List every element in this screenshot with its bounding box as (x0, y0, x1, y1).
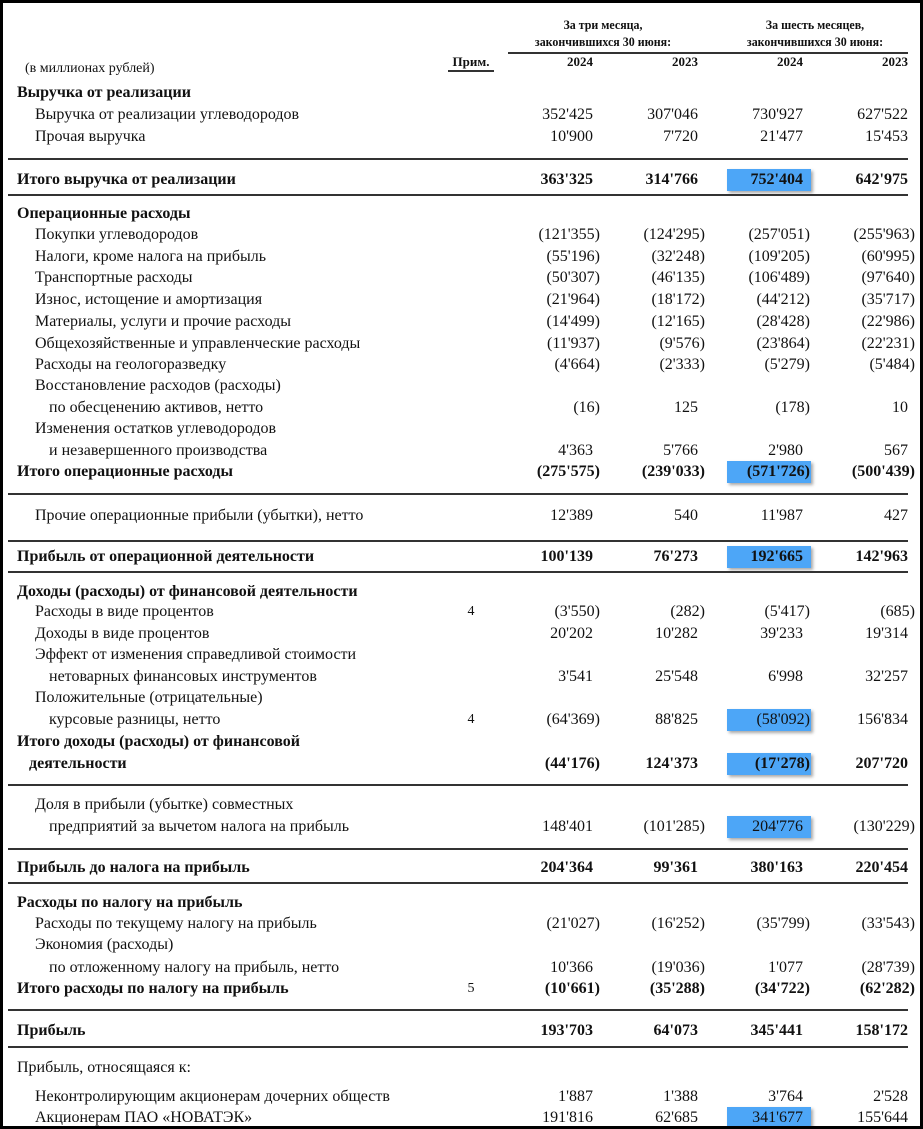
row-value: (17'278) (754, 755, 810, 772)
row-label: Транспортные расходы (35, 269, 193, 286)
row-value: 6'998 (768, 668, 803, 685)
row-value: 25'548 (655, 668, 698, 685)
row-value: (178) (775, 399, 810, 416)
row-value: 39'233 (760, 625, 803, 642)
statement-row (3, 934, 918, 956)
row-value: 191'816 (542, 1109, 593, 1126)
statement-row (3, 753, 918, 775)
row-label: Эффект от изменения справедливой стоимости (35, 646, 357, 663)
row-label: Прибыль до налога на прибыль (17, 859, 250, 876)
row-label: Доходы в виде процентов (35, 625, 210, 642)
row-value: (64'369) (546, 711, 600, 728)
row-label: деятельности (29, 755, 127, 772)
row-value: 752'404 (750, 171, 803, 188)
note-ref: 5 (467, 981, 475, 996)
row-value: 99'361 (653, 859, 698, 876)
row-value: 4'363 (558, 442, 593, 459)
statement-row (3, 397, 918, 419)
row-value: 155'644 (857, 1109, 908, 1126)
statement-row (3, 601, 918, 623)
statement-row (3, 794, 918, 816)
row-label: Экономия (расходы) (35, 936, 174, 953)
row-value: 21'477 (760, 128, 803, 145)
row-value: (28'428) (756, 313, 810, 330)
statement-row (3, 644, 918, 666)
row-value: (282) (670, 603, 705, 620)
row-value: (35'717) (861, 291, 915, 308)
row-label: Расходы в виде процентов (35, 603, 214, 620)
row-value: (4'664) (554, 356, 600, 373)
statement-row (3, 246, 918, 268)
row-label: Прочие операционные прибыли (убытки), нетто (35, 507, 364, 524)
row-label: по отложенному налогу на прибыль, нетто (49, 959, 340, 976)
statement-row (3, 375, 918, 397)
row-value: (101'285) (643, 818, 705, 835)
row-value: 314'766 (645, 171, 698, 188)
row-label: Расходы по текущему налогу на прибыль (35, 915, 317, 932)
row-value: (500'439) (851, 463, 915, 480)
row-value: (16'252) (651, 915, 705, 932)
statement-row (3, 978, 918, 1000)
statement-row (3, 709, 918, 731)
row-value: (97'640) (861, 269, 915, 286)
year-header: 2023 (882, 54, 908, 69)
statement-row (3, 82, 918, 104)
row-value: (22'986) (861, 313, 915, 330)
row-value: (46'135) (651, 269, 705, 286)
row-value: (28'739) (861, 959, 915, 976)
row-value: (33'543) (861, 915, 915, 932)
section-divider (8, 848, 908, 850)
statement-row (3, 418, 918, 440)
row-value: (124'295) (643, 226, 705, 243)
year-header: 2024 (777, 54, 803, 69)
row-value: 352'425 (542, 106, 593, 123)
row-value: (21'027) (546, 915, 600, 932)
row-label: и незавершенного производства (49, 442, 268, 459)
row-value: 5'766 (663, 442, 698, 459)
section-divider (8, 158, 908, 160)
row-value: (275'575) (536, 463, 600, 480)
row-value: 10'900 (550, 128, 593, 145)
statement-row (3, 581, 918, 603)
row-label: Итого выручка от реализации (17, 171, 236, 188)
row-value: 427 (884, 507, 908, 524)
statement-row (3, 913, 918, 935)
row-label: курсовые разницы, нетто (49, 711, 221, 728)
row-value: 345'441 (750, 1022, 803, 1039)
row-label: Прибыль от операционной деятельности (17, 548, 315, 565)
row-label: Выручка от реализации (17, 84, 191, 101)
row-value: (55'196) (546, 248, 600, 265)
row-value: (22'231) (861, 335, 915, 352)
row-value: (239'033) (641, 463, 705, 480)
row-value: (35'799) (756, 915, 810, 932)
row-value: 76'273 (653, 548, 698, 565)
row-value: (255'963) (853, 226, 915, 243)
row-value: 2'980 (768, 442, 803, 459)
section-divider (8, 784, 908, 786)
row-label: Итого расходы по налогу на прибыль (17, 980, 289, 997)
statement-row (3, 505, 918, 527)
statement-row (3, 1057, 918, 1079)
row-label: Доля в прибыли (убытке) совместных (35, 796, 294, 813)
statement-row (3, 1020, 918, 1042)
row-value: 204'364 (540, 859, 593, 876)
row-value: 642'975 (855, 171, 908, 188)
row-label: Расходы по налогу на прибыль (17, 894, 243, 911)
row-value: (10'661) (544, 980, 600, 997)
section-divider (8, 540, 908, 542)
row-value: 10'282 (655, 625, 698, 642)
statement-row (3, 892, 918, 914)
row-value: (19'036) (651, 959, 705, 976)
row-value: 7'720 (663, 128, 698, 145)
statement-row (3, 857, 918, 879)
row-value: 125 (674, 399, 698, 416)
period-header-line: закончившихся 30 июня: (746, 34, 884, 49)
statement-row (3, 224, 918, 246)
row-value: (106'489) (748, 269, 810, 286)
section-divider (8, 194, 908, 196)
row-value: (44'212) (756, 291, 810, 308)
row-value: (5'279) (764, 356, 810, 373)
row-label: Материалы, услуги и прочие расходы (35, 313, 291, 330)
row-value: 1'388 (663, 1088, 698, 1105)
row-value: 100'139 (540, 548, 593, 565)
statement-row (3, 440, 918, 462)
period-header-line: За шесть месяцев, (765, 17, 865, 32)
row-value: (50'307) (546, 269, 600, 286)
row-value: (257'051) (748, 226, 810, 243)
statement-row (3, 461, 918, 483)
row-value: (14'499) (546, 313, 600, 330)
statement-row (3, 546, 918, 568)
statement-row (3, 333, 918, 355)
row-label: Изменения остатков углеводородов (35, 420, 277, 437)
section-divider (8, 571, 908, 573)
row-value: (18'172) (651, 291, 705, 308)
row-label: Прочая выручка (35, 128, 146, 145)
row-value: (60'995) (861, 248, 915, 265)
row-label: Положительные (отрицательные) (35, 689, 263, 706)
statement-row (3, 289, 918, 311)
statement-row (3, 816, 918, 838)
row-value: (21'964) (546, 291, 600, 308)
row-value: (58'092) (756, 711, 810, 728)
row-value: (32'248) (651, 248, 705, 265)
row-label: по обесценению активов, нетто (49, 399, 264, 416)
row-value: 192'665 (750, 548, 803, 565)
row-value: 540 (674, 507, 698, 524)
row-value: 363'325 (540, 171, 593, 188)
row-value: 20'202 (550, 625, 593, 642)
row-value: 64'073 (653, 1022, 698, 1039)
period-header-three-months (511, 16, 695, 50)
row-value: 220'454 (855, 859, 908, 876)
row-label: Прибыль (17, 1022, 86, 1039)
row-value: 88'825 (655, 711, 698, 728)
row-label: Износ, истощение и амортизация (35, 291, 263, 308)
row-value: (62'282) (859, 980, 915, 997)
row-value: (11'937) (547, 335, 600, 352)
row-value: (16) (573, 399, 600, 416)
row-label: Покупки углеводородов (35, 226, 199, 243)
year-header: 2023 (672, 54, 698, 69)
statement-row (3, 687, 918, 709)
section-divider (8, 1046, 908, 1048)
note-ref: 4 (467, 712, 475, 727)
row-value: (34'722) (754, 980, 810, 997)
row-value: 10'366 (550, 959, 593, 976)
statement-row (3, 104, 918, 126)
statement-row (3, 267, 918, 289)
row-label: Прибыль, относящаяся к: (17, 1059, 191, 1076)
section-divider (8, 493, 908, 495)
units-label: (в миллионах рублей) (25, 61, 155, 76)
section-divider (8, 882, 908, 884)
row-value: 341'677 (752, 1109, 803, 1126)
row-label: Доходы (расходы) от финансовой деятельности (17, 583, 358, 600)
row-value: (571'726) (746, 463, 810, 480)
row-value: (109'205) (748, 248, 810, 265)
statement-row (3, 957, 918, 979)
statement-row (3, 1086, 918, 1108)
note-column-header: Прим. (448, 54, 494, 72)
row-value: 3'541 (558, 668, 593, 685)
row-value: (44'176) (544, 755, 600, 772)
row-value: 3'764 (768, 1088, 803, 1105)
row-value: 193'703 (540, 1022, 593, 1039)
section-divider (8, 1009, 908, 1011)
row-value: 204'776 (752, 818, 803, 835)
row-value: 19'314 (865, 625, 908, 642)
row-value: (121'355) (538, 226, 600, 243)
row-value: 567 (884, 442, 908, 459)
statement-row (3, 126, 918, 148)
row-value: 142'963 (855, 548, 908, 565)
row-value: (130'229) (853, 818, 915, 835)
row-value: 730'927 (752, 106, 803, 123)
statement-row (3, 311, 918, 333)
statement-row (3, 623, 918, 645)
row-value: 11'987 (760, 507, 803, 524)
row-label: Восстановление расходов (расходы) (35, 377, 281, 394)
row-value: (685) (880, 603, 915, 620)
row-value: (3'550) (554, 603, 600, 620)
row-label: нетоварных финансовых инструментов (49, 668, 317, 685)
row-value: (5'484) (869, 356, 915, 373)
period-header-six-months (723, 16, 907, 50)
row-value: 158'172 (855, 1022, 908, 1039)
row-value: 380'163 (750, 859, 803, 876)
row-value: 10 (892, 399, 908, 416)
row-label: Выручка от реализации углеводородов (35, 106, 300, 123)
row-value: (35'288) (649, 980, 705, 997)
row-label: Налоги, кроме налога на прибыль (35, 248, 267, 265)
row-label: Итого операционные расходы (17, 463, 233, 480)
row-label: предприятий за вычетом налога на прибыль (49, 818, 350, 835)
row-value: (9'576) (659, 335, 705, 352)
period-header-line: закончившихся 30 июня: (534, 34, 672, 49)
row-value: 1'077 (768, 959, 803, 976)
row-label: Итого доходы (расходы) от финансовой (17, 733, 300, 750)
row-value: (23'864) (756, 335, 810, 352)
row-value: (2'333) (659, 356, 705, 373)
year-header: 2024 (567, 54, 593, 69)
statement-row (3, 731, 918, 753)
statement-row (3, 169, 918, 191)
period-header-line: За три месяца, (563, 17, 643, 32)
row-label: Неконтролирующим акционерам дочерних обществ (35, 1088, 390, 1105)
row-value: (12'165) (651, 313, 705, 330)
row-label: Операционные расходы (17, 205, 191, 222)
row-value: (5'417) (764, 603, 810, 620)
row-value: 124'373 (645, 755, 698, 772)
row-value: 15'453 (865, 128, 908, 145)
row-value: 1'887 (558, 1088, 593, 1105)
row-value: 32'257 (865, 668, 908, 685)
note-ref: 4 (467, 604, 475, 619)
statement-row (3, 203, 918, 225)
row-value: 627'522 (857, 106, 908, 123)
row-value: 12'389 (550, 507, 593, 524)
statement-row (3, 666, 918, 688)
row-value: 62'685 (655, 1109, 698, 1126)
row-label: Акционерам ПАО «НОВАТЭК» (35, 1109, 253, 1126)
row-value: 148'401 (542, 818, 593, 835)
row-label: Общехозяйственные и управленческие расходы (35, 335, 361, 352)
row-value: 2'528 (873, 1088, 908, 1105)
row-value: 307'046 (647, 106, 698, 123)
row-value: 207'720 (855, 755, 908, 772)
statement-row (3, 1107, 918, 1129)
row-label: Расходы на геологоразведку (35, 356, 227, 373)
row-value: 156'834 (857, 711, 908, 728)
statement-row (3, 354, 918, 376)
